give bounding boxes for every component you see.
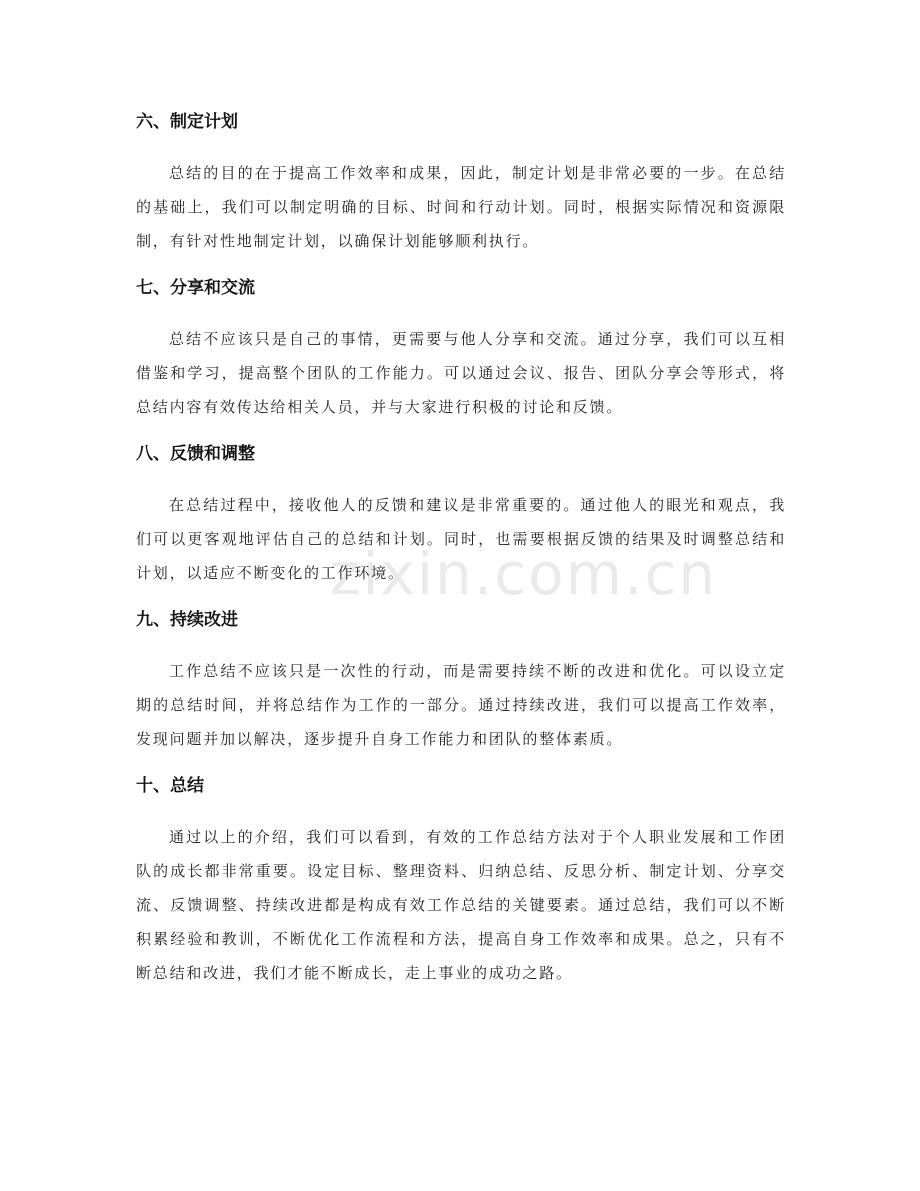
section-feedback-adjust: [136, 438, 786, 590]
watermark: zixin.com.cn: [330, 540, 718, 608]
section-paragraph: 总结的目的在于提高工作效率和成果，因此，制定计划是非常必要的一步。在总结的基础上，我们可以制定明确的目标、时间和行动计划。同时，根据实际情况和资源限制，有针对性地制定计划，以确保计划能够顺利执行。: [136, 164, 786, 250]
section-make-plan: [136, 106, 786, 258]
section-share-communicate: [136, 272, 786, 424]
section-heading: 八、反馈和调整: [136, 444, 255, 464]
document-body: [136, 106, 786, 1004]
section-heading: 七、分享和交流: [136, 278, 255, 298]
section-heading: 十、总结: [136, 776, 204, 796]
section-continuous-improvement: [136, 604, 786, 756]
section-paragraph: 在总结过程中，接收他人的反馈和建议是非常重要的。通过他人的眼光和观点，我们可以更客观地评估自己的总结和计划。同时，也需要根据反馈的结果及时调整总结和计划，以适应不断变化的工作环境。: [136, 496, 786, 582]
section-paragraph: 工作总结不应该只是一次性的行动，而是需要持续不断的改进和优化。可以设立定期的总结时间，并将总结作为工作的一部分。通过持续改进，我们可以提高工作效率，发现问题并加以解决，逐步提升自身工作能力和团队的整体素质。: [136, 662, 786, 748]
section-heading: 九、持续改进: [136, 610, 238, 630]
section-summary: [136, 770, 786, 990]
section-paragraph: 通过以上的介绍，我们可以看到，有效的工作总结方法对于个人职业发展和工作团队的成长都非常重要。设定目标、整理资料、归纳总结、反思分析、制定计划、分享交流、反馈调整、持续改进都是构成有效工作总结的关键要素。通过总结，我们可以不断积累经验和教训，不断优化工作流程和方法，提高自身工作效率和成果。总之，只有不断总结和改进，我们才能不断成长，走上事业的成功之路。: [136, 828, 786, 982]
section-paragraph: 总结不应该只是自己的事情，更需要与他人分享和交流。通过分享，我们可以互相借鉴和学习，提高整个团队的工作能力。可以通过会议、报告、团队分享会等形式，将总结内容有效传达给相关人员，并与大家进行积极的讨论和反馈。: [136, 330, 786, 416]
section-heading: 六、制定计划: [136, 112, 238, 132]
